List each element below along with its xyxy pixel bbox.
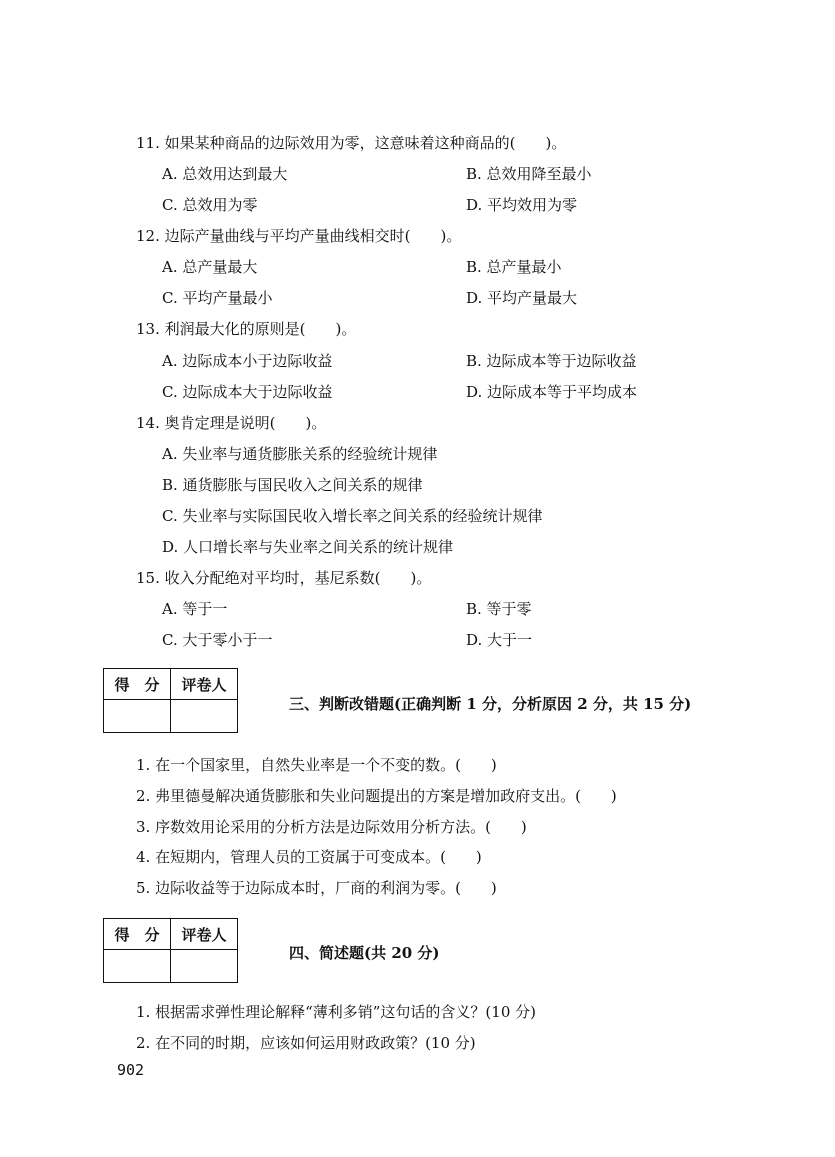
question-14-stem: 14. 奥肯定理是说明( )。	[136, 414, 327, 432]
question-14-option-c: C. 失业率与实际国民收入增长率之间关系的经验统计规律	[162, 507, 543, 525]
question-15-stem: 15. 收入分配绝对平均时，基尼系数( )。	[136, 569, 432, 587]
question-15-option-c: C. 大于零小于一	[162, 631, 273, 649]
section-3-item-5: 5. 边际收益等于边际成本时，厂商的利润为零。( )	[136, 879, 497, 897]
question-11-option-b: B. 总效用降至最小	[466, 165, 592, 183]
page-number: 902	[117, 1061, 145, 1079]
question-14-option-a: A. 失业率与通货膨胀关系的经验统计规律	[162, 445, 438, 463]
question-11-option-d: D. 平均效用为零	[466, 196, 578, 214]
section-3-title: 三、判断改错题(正确判断 1 分，分析原因 2 分，共 15 分)	[289, 695, 692, 713]
section-3-item-4: 4. 在短期内，管理人员的工资属于可变成本。( )	[136, 848, 482, 866]
score-label: 得 分	[104, 669, 171, 700]
question-13-option-a: A. 边际成本小于边际收益	[162, 352, 333, 370]
question-13-option-c: C. 边际成本大于边际收益	[162, 383, 333, 401]
question-12-stem: 12. 边际产量曲线与平均产量曲线相交时( )。	[136, 227, 462, 245]
section-4-title: 四、简述题(共 20 分)	[289, 944, 440, 962]
score-cell[interactable]	[104, 950, 171, 983]
score-box-section-4	[103, 918, 238, 983]
question-15-option-b: B. 等于零	[466, 600, 532, 618]
question-15-option-a: A. 等于一	[162, 600, 228, 618]
score-cell[interactable]	[104, 700, 171, 733]
question-13-option-d: D. 边际成本等于平均成本	[466, 383, 638, 401]
grader-label: 评卷人	[171, 669, 238, 700]
section-4-item-2: 2. 在不同的时期，应该如何运用财政政策？(10 分)	[136, 1034, 476, 1052]
question-11-option-a: A. 总效用达到最大	[162, 165, 288, 183]
score-box-section-3	[103, 668, 238, 733]
question-14-option-b: B. 通货膨胀与国民收入之间关系的规律	[162, 476, 423, 494]
question-14-option-d: D. 人口增长率与失业率之间关系的统计规律	[162, 538, 454, 556]
question-13-stem: 13. 利润最大化的原则是( )。	[136, 320, 357, 338]
question-12-option-d: D. 平均产量最大	[466, 289, 578, 307]
section-4-item-1: 1. 根据需求弹性理论解释“薄利多销”这句话的含义？(10 分)	[136, 1003, 536, 1021]
question-15-option-d: D. 大于一	[466, 631, 533, 649]
question-11-option-c: C. 总效用为零	[162, 196, 258, 214]
grader-cell[interactable]	[171, 950, 238, 983]
section-3-item-1: 1. 在一个国家里，自然失业率是一个不变的数。( )	[136, 756, 497, 774]
question-11-stem: 11. 如果某种商品的边际效用为零，这意味着这种商品的( )。	[136, 134, 567, 152]
question-12-option-a: A. 总产量最大	[162, 258, 258, 276]
section-3-item-3: 3. 序数效用论采用的分析方法是边际效用分析方法。( )	[136, 818, 527, 836]
grader-cell[interactable]	[171, 700, 238, 733]
question-13-option-b: B. 边际成本等于边际收益	[466, 352, 637, 370]
question-12-option-b: B. 总产量最小	[466, 258, 562, 276]
section-3-item-2: 2. 弗里德曼解决通货膨胀和失业问题提出的方案是增加政府支出。( )	[136, 787, 617, 805]
grader-label: 评卷人	[171, 919, 238, 950]
question-12-option-c: C. 平均产量最小	[162, 289, 273, 307]
score-label: 得 分	[104, 919, 171, 950]
